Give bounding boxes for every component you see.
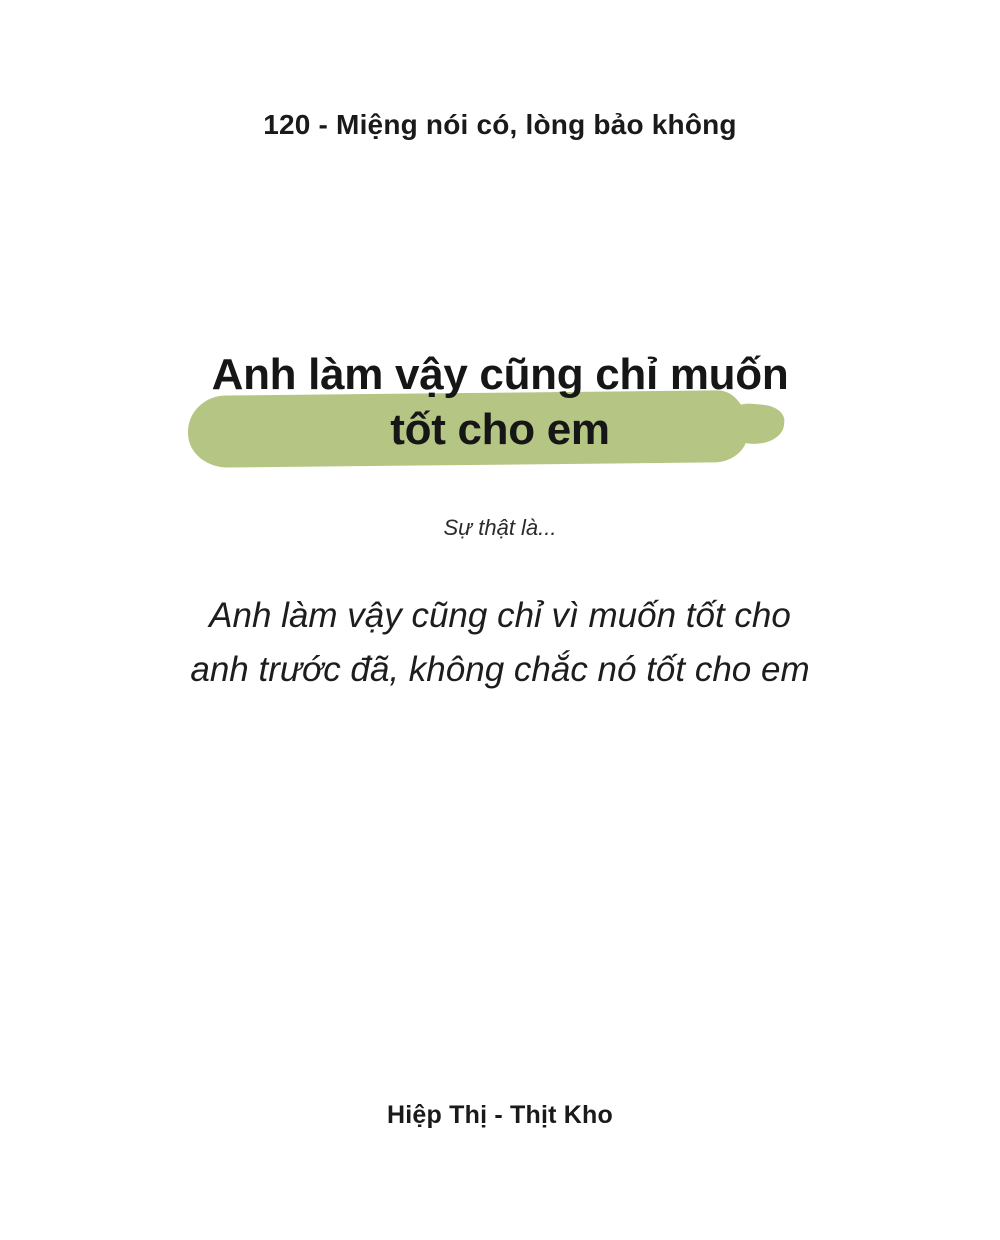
truth-label: Sự thật là... bbox=[443, 514, 557, 540]
page-title: 120 - Miệng nói có, lòng bảo không bbox=[263, 109, 737, 140]
highlighted-quote bbox=[180, 347, 820, 457]
quote-text: Anh làm vậy cũng chỉ muốn tốt cho em bbox=[211, 349, 789, 454]
answer-text: Anh làm vậy cũng chỉ vì muốn tốt cho anh trước đã, không chắc nó tốt cho em bbox=[190, 595, 810, 689]
author-credit: Hiệp Thị - Thịt Kho bbox=[387, 1101, 613, 1129]
